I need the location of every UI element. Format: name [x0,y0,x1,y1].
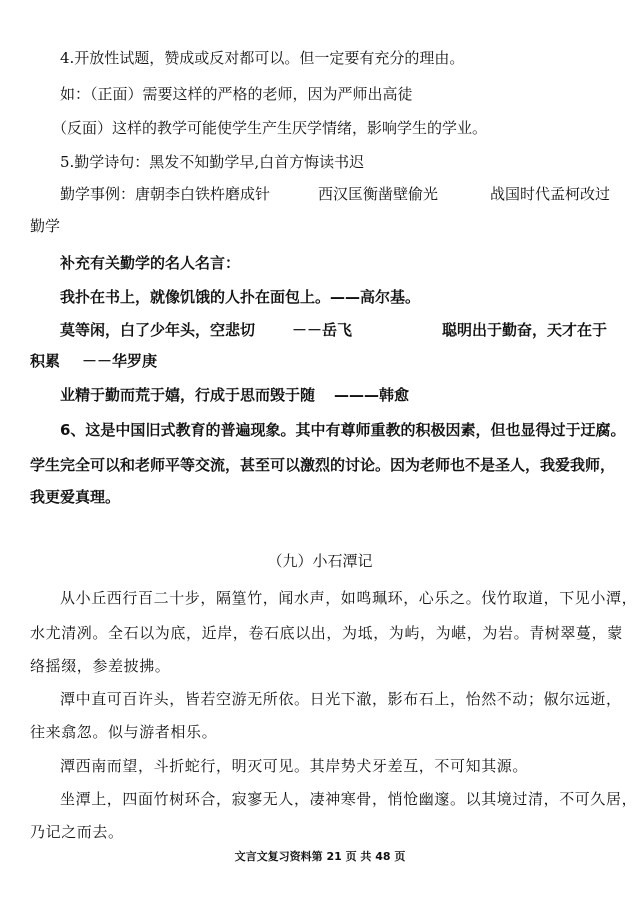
quote-gorky: 我扑在书上，就像饥饿的人扑在面包上。——高尔基。 [60,288,421,306]
note-item-4: 4.开放性试题，赞成或反对都可以。但一定要有充分的理由。 [60,49,465,67]
text-p4-line-2: 乃记之而去。 [30,825,124,841]
story-meng-ke: 战国时代孟柯改过 [490,185,611,203]
text-p1-line-2: 水尤清冽。全石以为底，近岸，卷石底以出，为坻，为屿，为嵁，为岩。青树翠蔓，蒙 [30,626,623,642]
text-p1-line-1: 从小丘西行百二十步，隔篁竹，闻水声，如鸣珮环，心乐之。伐竹取道，下见小潭， [60,591,638,607]
quotes-heading: 补充有关勤学的名人名言： [60,254,241,272]
quote-yue-fei-author: －－岳飞 [292,321,353,339]
text-p4-line-1: 坐潭上，四面竹树环合，寂寥无人，凄神寒骨，悄怆幽邃。以其境过清，不可久居， [60,792,638,808]
quote-yue-fei-text: 莫等闲，白了少年头，空悲切 [60,321,256,339]
quote-han-yu-author: ———韩愈 [334,386,410,404]
quote-hua-luogeng-author: －－华罗庚 [82,352,158,370]
quote-hua-luogeng-wrap: 积累 [30,352,61,370]
text-p2-line-2: 往来翕忽。似与游者相乐。 [30,725,218,741]
quote-hua-luogeng-text: 聪明出于勤奋，天才在于 [442,321,608,339]
story-li-bai: 勤学事例：唐朝李白铁杵磨成针 [60,185,271,203]
text-p3-line-1: 潭西南而望，斗折蛇行，明灭可见。其岸势犬牙差互，不可知其源。 [60,759,529,775]
note-item-5: 5.勤学诗句：黑发不知勤学早,白首方悔读书迟 [60,153,365,171]
note-example-negative: （反面）这样的教学可能使学生产生厌学情绪，影响学生的学业。 [52,119,488,137]
text-p2-line-1: 潭中直可百许头，皆若空游无所依。日光下澈，影布石上，怡然不动；俶尔远逝， [60,692,622,708]
item6-line-1: 6、这是中国旧式教育的普遍现象。其中有尊师重教的积极因素，但也显得过于迂腐。 [60,421,626,439]
item6-line-3: 我更爱真理。 [30,488,121,506]
quote-han-yu-text: 业精于勤而荒于嬉，行成于思而毁于随 [60,386,316,404]
text-p1-line-3: 络摇缀，参差披拂。 [30,659,171,675]
section-title: （九）小石潭记 [267,552,373,570]
story-kuang-heng: 西汉匡衡凿壁偷光 [318,185,439,203]
page-footer: 文言文复习资料第 21 页 共 48 页 [234,850,406,863]
item6-line-2: 学生完全可以和老师平等交流，甚至可以激烈的讨论。因为老师也不是圣人，我爱我师， [30,456,616,474]
note-stories-wrap: 勤学 [30,217,61,235]
note-example-positive: 如：（正面）需要这样的严格的老师，因为严师出高徒 [60,85,413,103]
